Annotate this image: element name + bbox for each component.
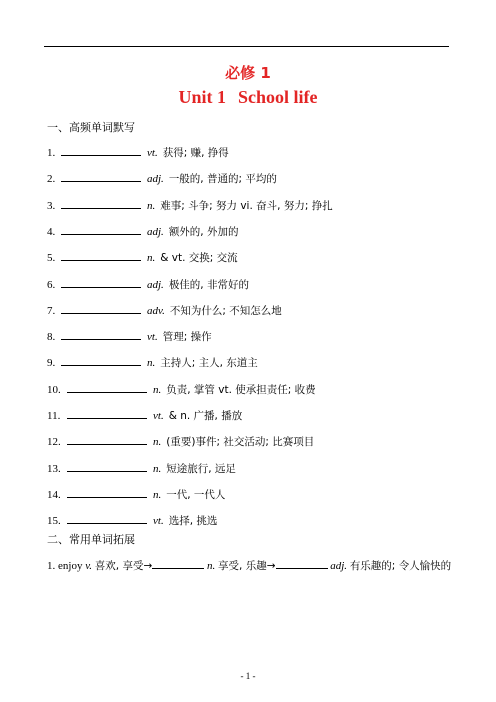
- vocab-number: 10.: [47, 383, 61, 396]
- vocab-number: 2.: [47, 173, 56, 186]
- part-of-speech: adv.: [147, 304, 165, 317]
- answer-blank[interactable]: [61, 328, 141, 340]
- vocab-meaning: 选择, 挑选: [168, 515, 218, 528]
- part-of-speech: n.: [153, 436, 162, 449]
- vocab-number: 1.: [47, 147, 56, 159]
- vocab-row: [47, 486, 225, 502]
- part-of-speech: adj.: [147, 173, 164, 186]
- vocab-meaning: (重要)事件; 社交活动; 比赛项目: [166, 436, 315, 449]
- vocab-row: [47, 170, 277, 186]
- vocab-number: 3.: [47, 199, 56, 212]
- answer-blank[interactable]: [61, 302, 141, 314]
- expansion-pos3: adj.: [330, 560, 348, 572]
- part-of-speech: vt.: [147, 331, 158, 344]
- section2-heading: 二、常用单词拓展: [47, 533, 135, 546]
- part-of-speech: adj.: [147, 225, 164, 238]
- answer-blank[interactable]: [67, 381, 147, 393]
- answer-blank[interactable]: [67, 486, 147, 498]
- expansion-meaning3: 有乐趣的; 令人愉快的: [349, 560, 452, 572]
- part-of-speech: n.: [153, 462, 162, 475]
- part-of-speech: adj.: [147, 278, 164, 291]
- vocab-number: 13.: [47, 462, 61, 475]
- vocab-row: [47, 433, 314, 449]
- vocab-row: [47, 197, 333, 213]
- vocab-row: [47, 381, 316, 397]
- part-of-speech: vt.: [153, 515, 164, 528]
- answer-blank[interactable]: [67, 407, 147, 419]
- expansion-item: [47, 554, 457, 579]
- part-of-speech: vt.: [147, 147, 158, 159]
- vocab-number: 12.: [47, 436, 61, 449]
- vocab-meaning: 额外的, 外加的: [168, 225, 239, 238]
- vocab-meaning: 主持人; 主人, 东道主: [160, 357, 258, 370]
- unit-name: School life: [238, 87, 318, 107]
- answer-blank[interactable]: [61, 276, 141, 288]
- book-title: 必修 1: [225, 64, 271, 82]
- vocab-meaning: 一般的, 普通的; 平均的: [168, 173, 277, 186]
- expansion-meaning2: 享受, 乐趣→: [218, 560, 276, 572]
- answer-blank[interactable]: [67, 460, 147, 472]
- vocab-row: [47, 276, 249, 292]
- vocab-meaning: 获得; 赚, 挣得: [162, 147, 229, 159]
- answer-blank[interactable]: [61, 170, 141, 182]
- vocab-number: 5.: [47, 252, 56, 265]
- vocab-row: [47, 512, 217, 528]
- part-of-speech: n.: [153, 488, 162, 501]
- vocab-meaning: 极佳的, 非常好的: [168, 278, 249, 291]
- part-of-speech: vt.: [153, 410, 164, 422]
- unit-title: [0, 87, 496, 108]
- vocab-row: [47, 144, 229, 160]
- expansion-word: enjoy: [58, 560, 83, 572]
- part-of-speech: n.: [147, 199, 156, 212]
- vocab-number: 6.: [47, 278, 56, 291]
- answer-blank[interactable]: [276, 557, 328, 569]
- vocab-number: 15.: [47, 515, 61, 528]
- vocab-row: [47, 249, 238, 265]
- vocab-meaning: & n. 广播, 播放: [168, 410, 243, 422]
- section1-heading: 一、高频单词默写: [47, 121, 135, 134]
- answer-blank[interactable]: [61, 144, 141, 156]
- vocab-number: 8.: [47, 331, 56, 344]
- top-rule: [44, 46, 449, 47]
- vocab-row: [47, 223, 239, 239]
- answer-blank[interactable]: [61, 223, 141, 235]
- vocab-row: [47, 302, 282, 318]
- answer-blank[interactable]: [61, 354, 141, 366]
- vocab-row: [47, 328, 212, 344]
- vocab-meaning: 不知为什么; 不知怎么地: [169, 304, 282, 317]
- part-of-speech: n.: [147, 357, 156, 370]
- part-of-speech: n.: [147, 252, 156, 265]
- answer-blank[interactable]: [61, 249, 141, 261]
- answer-blank[interactable]: [67, 433, 147, 445]
- vocab-meaning: 难事; 斗争; 努力 vi. 奋斗, 努力; 挣扎: [160, 199, 333, 212]
- page-number: - 1 -: [240, 671, 256, 681]
- vocab-row: [47, 460, 236, 476]
- vocab-number: 7.: [47, 304, 56, 317]
- expansion-meaning1: 喜欢, 享受→: [94, 560, 153, 572]
- vocab-number: 9.: [47, 357, 56, 370]
- vocab-meaning: 管理; 操作: [162, 331, 212, 344]
- answer-blank[interactable]: [61, 197, 141, 209]
- expansion-pos2: n.: [207, 560, 216, 572]
- vocab-meaning: & vt. 交换; 交流: [160, 252, 238, 265]
- vocab-meaning: 负责, 掌管 vt. 使承担责任; 收费: [166, 383, 316, 396]
- vocab-number: 4.: [47, 225, 56, 238]
- vocab-meaning: 一代, 一代人: [166, 488, 226, 501]
- expansion-num: 1.: [47, 560, 56, 572]
- expansion-pos1: v.: [85, 560, 93, 572]
- part-of-speech: n.: [153, 383, 162, 396]
- vocab-row: [47, 354, 258, 370]
- unit-number: Unit 1: [178, 87, 226, 107]
- vocab-number: 11.: [47, 410, 61, 422]
- answer-blank[interactable]: [67, 512, 147, 524]
- vocab-meaning: 短途旅行, 远足: [166, 462, 236, 475]
- vocab-number: 14.: [47, 488, 61, 501]
- vocab-row: [47, 407, 242, 423]
- answer-blank[interactable]: [152, 557, 204, 569]
